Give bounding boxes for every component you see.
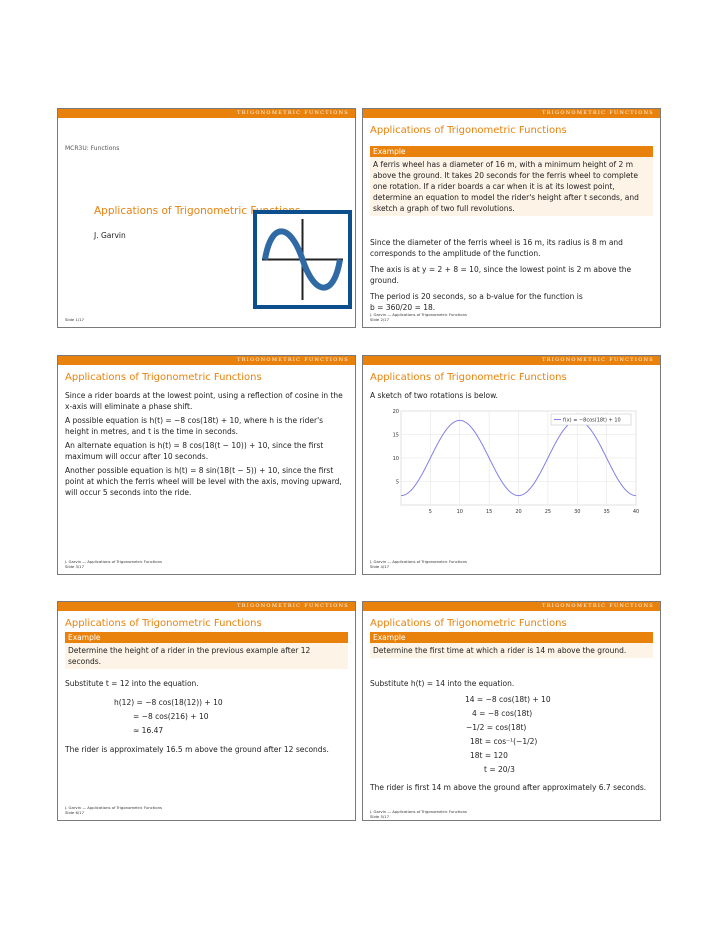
slide-footer (65, 805, 162, 815)
logo-sine-icon (253, 210, 352, 309)
equation-line: −1/2 = cos(18t) (466, 723, 527, 732)
slide-footer (370, 559, 467, 569)
x-tick-label: 20 (515, 509, 522, 515)
slide-footer (65, 559, 162, 569)
slide-footer (370, 809, 467, 819)
paragraph: Substitute h(t) = 14 into the equation. (370, 679, 515, 688)
equation-line: ≈ 16.47 (133, 726, 164, 735)
slide-6 (362, 601, 661, 821)
footer-author: J. Garvin — Applications of Trigonometric Functions (370, 809, 467, 814)
slide-title: Applications of Trigonometric Functions (65, 618, 262, 629)
slide-header: TRIGONOMETRIC FUNCTIONS (363, 602, 660, 611)
equation-line: 14 = −8 cos(18t) + 10 (465, 695, 551, 704)
paragraph: An alternate equation is h(t) = 8 cos(18(t − 10)) + 10, since the first maximum will occur after 10 seconds. (65, 441, 324, 461)
slide-title: Applications of Trigonometric Functions (370, 125, 567, 136)
x-tick-label: 15 (485, 509, 493, 515)
example-block (65, 632, 348, 669)
y-tick-label: 5 (395, 479, 399, 486)
slide-footer (370, 312, 467, 322)
slide-title: Applications of Trigonometric Functions (65, 372, 262, 383)
slide-number: Slide 4/17 (370, 564, 389, 569)
period-equation: b = 360/20 = 18. (370, 303, 436, 312)
footer-author: J. Garvin — Applications of Trigonometric Functions (370, 312, 467, 317)
slide-number: Slide 3/17 (65, 564, 84, 569)
paragraph: The rider is approximately 16.5 m above the ground after 12 seconds. (65, 745, 329, 754)
x-tick-label: 30 (574, 509, 581, 515)
slide-3 (57, 355, 356, 575)
paragraph: A sketch of two rotations is below. (370, 391, 498, 400)
slide-title: Applications of Trigonometric Functions (370, 372, 567, 383)
footer-author: J. Garvin — Applications of Trigonometric Functions (65, 805, 162, 810)
x-tick-label: 5 (428, 509, 432, 515)
slide-number: Slide 6/17 (65, 810, 84, 815)
y-tick-label: 15 (392, 432, 399, 439)
example-text: Determine the first time at which a rider is 14 m above the ground. (370, 643, 653, 658)
paragraph: Since a rider boards at the lowest point, using a reflection of cosine in the x-axis will eliminate a phase shift. (65, 391, 343, 411)
example-label: Example (370, 632, 653, 643)
example-block (370, 146, 653, 216)
slide-5 (57, 601, 356, 821)
footer-author: J. Garvin — Applications of Trigonometric Functions (370, 559, 467, 564)
slide-header: TRIGONOMETRIC FUNCTIONS (363, 356, 660, 365)
example-text: Determine the height of a rider in the previous example after 12 seconds. (65, 643, 348, 669)
slide-header: TRIGONOMETRIC FUNCTIONS (363, 109, 660, 118)
paragraph: The period is 20 seconds, so a b-value for the function is (370, 292, 583, 301)
slide-number: Slide 2/17 (370, 317, 389, 322)
x-tick-label: 35 (603, 509, 610, 515)
author: J. Garvin (94, 231, 126, 240)
example-label: Example (65, 632, 348, 643)
slide-title: Applications of Trigonometric Functions (94, 205, 301, 217)
footer-author: J. Garvin — Applications of Trigonometric Functions (65, 559, 162, 564)
y-tick-label: 10 (392, 456, 399, 462)
slide-number: Slide 1/17 (65, 317, 84, 322)
slide-title: Applications of Trigonometric Functions (370, 618, 567, 629)
paragraph: The axis is at y = 2 + 8 = 10, since the lowest point is 2 m above the ground. (370, 265, 632, 285)
slide-header: TRIGONOMETRIC FUNCTIONS (58, 356, 355, 365)
slide-number: Slide 5/17 (370, 814, 389, 819)
paragraph: A possible equation is h(t) = −8 cos(18t) + 10, where h is the rider's height in metres, and t is the time in seconds. (65, 416, 324, 436)
paragraph: Another possible equation is h(t) = 8 sin(18(t − 5)) + 10, since the first point at which the ferris wheel will be level with the axis, moving upward, will occur 5 seconds into the ride. (65, 466, 342, 497)
example-block (370, 632, 653, 658)
x-tick-label: 10 (456, 509, 463, 515)
example-text: A ferris wheel has a diameter of 16 m, with a minimum height of 2 m above the ground. It takes 20 seconds for the ferris wheel to complete one rotation. If a rider boards a car when it is at its lowest point, determine an equation to model the rider's height after t seconds, and sketch a graph of two full revolutions. (370, 157, 653, 216)
x-tick-label: 40 (632, 509, 640, 515)
slide-2 (362, 108, 661, 328)
slide-header: TRIGONOMETRIC FUNCTIONS (58, 602, 355, 611)
equation-line: h(12) = −8 cos(18(12)) + 10 (114, 698, 223, 707)
equation-line: = −8 cos(216) + 10 (133, 712, 209, 721)
example-label: Example (370, 146, 653, 157)
paragraph: The rider is first 14 m above the ground after approximately 6.7 seconds. (370, 783, 647, 792)
paragraph: Substitute t = 12 into the equation. (65, 679, 199, 688)
equation-line: 4 = −8 cos(18t) (472, 709, 533, 718)
slide-4 (362, 355, 661, 575)
equation-line: 18t = 120 (470, 751, 508, 760)
x-tick-label: 25 (544, 509, 552, 515)
equation-line: 18t = cos⁻¹(−1/2) (470, 737, 538, 746)
slide-header: TRIGONOMETRIC FUNCTIONS (58, 109, 355, 118)
equation-line: t = 20/3 (484, 765, 515, 774)
height-chart (391, 407, 641, 519)
course-label: MCR3U: Functions (65, 145, 120, 152)
legend-label: f(x) = −8cos(18t) + 10 (563, 417, 621, 424)
slide-1 (57, 108, 356, 328)
y-tick-label: 20 (392, 409, 399, 415)
paragraph: Since the diameter of the ferris wheel is 16 m, its radius is 8 m and corresponds to the amplitude of the function. (370, 238, 623, 258)
slide-footer (65, 317, 84, 322)
